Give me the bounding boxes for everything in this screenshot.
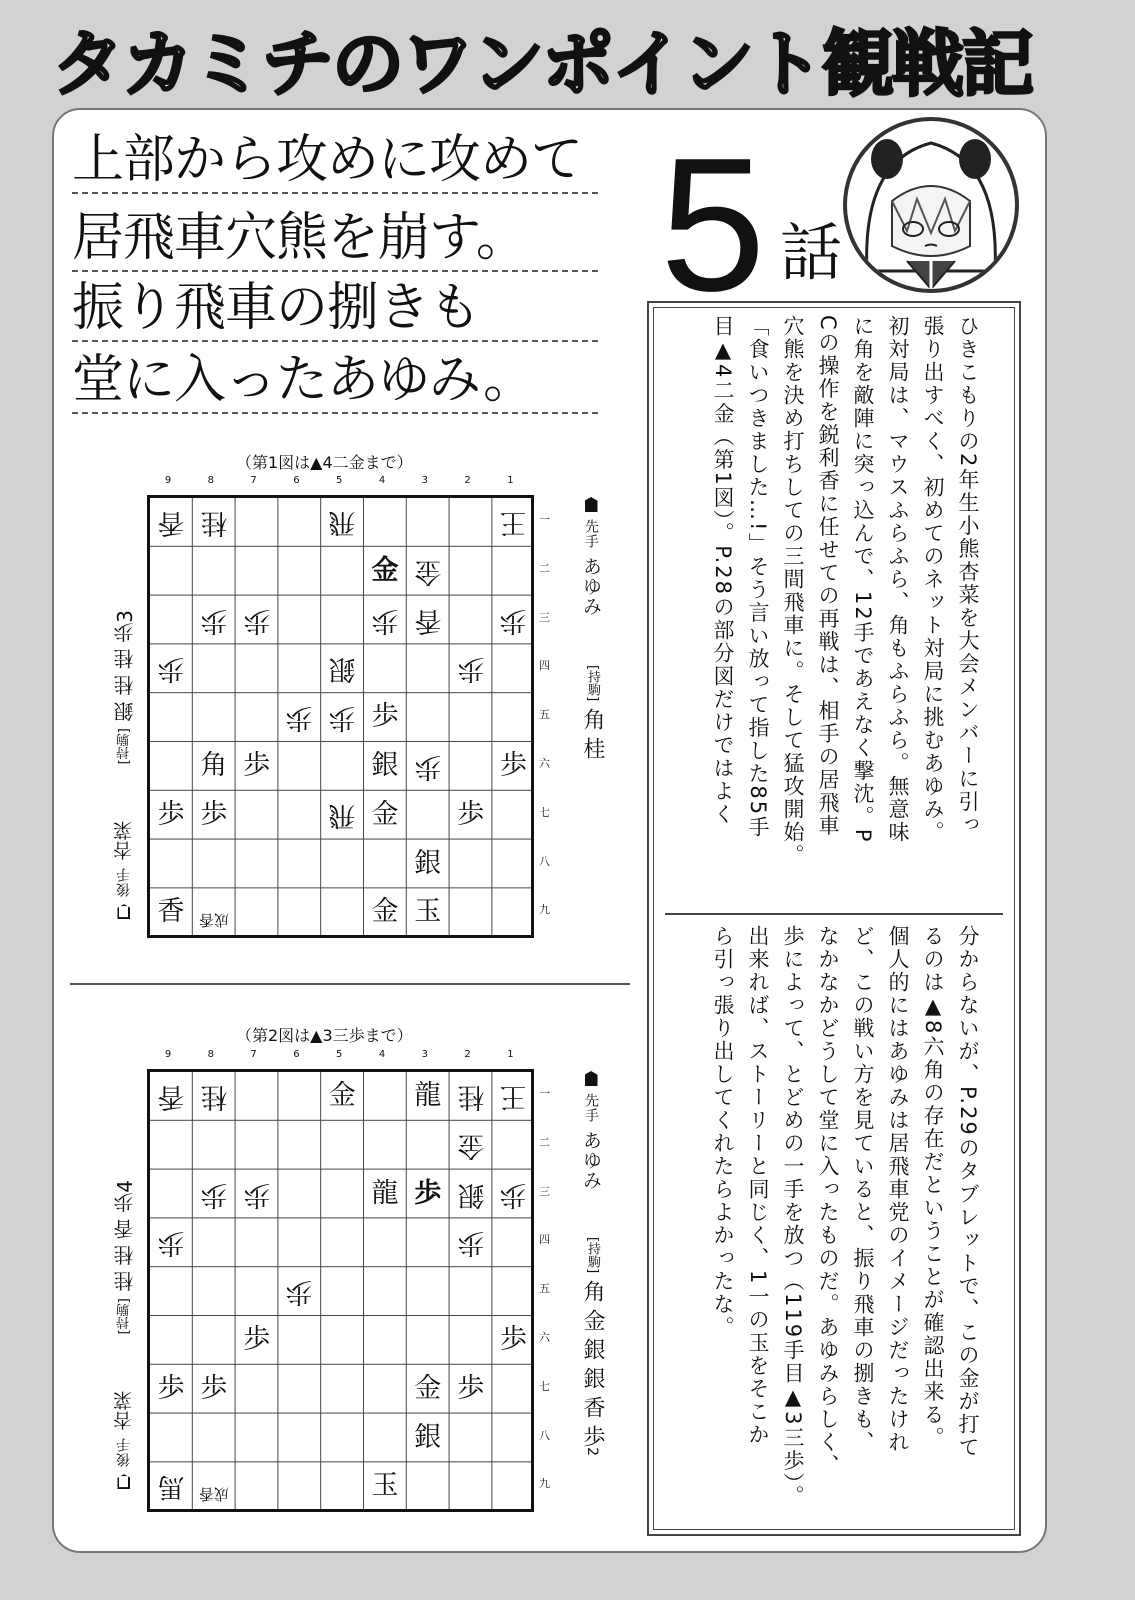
shogi-piece: 成香 bbox=[198, 1485, 229, 1504]
shogi-piece: 香 bbox=[157, 507, 185, 538]
shogi-piece: 王 bbox=[499, 507, 527, 538]
diagram1-gote-hand-pieces: 銀 桂 桂 歩3 bbox=[113, 610, 137, 722]
shogi-piece: 金 bbox=[371, 554, 399, 586]
shogi-piece: 金 bbox=[414, 555, 442, 587]
shogi-piece: 歩 bbox=[157, 1227, 185, 1259]
shogi-piece: 歩 bbox=[157, 1372, 185, 1404]
diagram1-sente-hand-label: [持駒] bbox=[585, 665, 600, 702]
diagram2-board bbox=[147, 1069, 534, 1512]
shogi-piece: 銀 bbox=[414, 847, 442, 879]
headline-line-2: 居飛車穴熊を崩す。 bbox=[72, 206, 598, 272]
shogi-piece: 香 bbox=[157, 896, 185, 928]
diagram1-gote-hand-label: [持駒] bbox=[117, 728, 132, 765]
rank-label: 七 bbox=[539, 805, 550, 819]
shogi-piece: 歩 bbox=[200, 604, 228, 636]
rank-label: 二 bbox=[539, 561, 550, 575]
file-label: 9 bbox=[164, 1049, 172, 1060]
shogi-piece: 飛 bbox=[328, 507, 356, 538]
file-label: 2 bbox=[464, 475, 471, 486]
diagram2-sente-name: あゆみ bbox=[580, 1130, 602, 1191]
rank-label: 五 bbox=[539, 1282, 550, 1296]
shogi-piece: 金 bbox=[457, 1129, 485, 1161]
file-label: 5 bbox=[336, 1049, 343, 1060]
shogi-piece: 歩 bbox=[285, 1276, 313, 1308]
gote-mark-icon bbox=[118, 904, 131, 919]
shogi-piece: 金 bbox=[328, 1080, 356, 1111]
diagram2-gote-name: 杏菜 bbox=[113, 1390, 135, 1430]
shogi-piece: 銀 bbox=[371, 750, 399, 781]
file-label: 9 bbox=[164, 475, 172, 486]
shogi-piece: 歩 bbox=[457, 1227, 485, 1259]
shogi-piece: 玉 bbox=[414, 896, 442, 928]
shogi-piece: 歩 bbox=[328, 702, 356, 734]
rank-label: 七 bbox=[539, 1379, 550, 1393]
shogi-piece: 歩 bbox=[499, 750, 527, 781]
sente-mark-icon bbox=[585, 497, 598, 512]
rank-label: 五 bbox=[539, 708, 550, 722]
file-label: 6 bbox=[293, 1049, 300, 1060]
headline-line-1: 上部から攻めに攻めて bbox=[72, 128, 598, 194]
file-label: 1 bbox=[507, 1049, 514, 1060]
file-label: 4 bbox=[378, 1049, 386, 1060]
file-label: 7 bbox=[250, 1049, 257, 1060]
diagram2-gote-label: 後手 bbox=[116, 1437, 132, 1468]
shogi-piece: 香 bbox=[414, 604, 442, 636]
rank-label: 八 bbox=[539, 854, 550, 868]
diagram1-caption: （第1図は▲4二金まで） bbox=[236, 453, 413, 472]
file-label: 1 bbox=[507, 475, 514, 486]
shogi-piece: 歩 bbox=[243, 750, 271, 781]
diagram2-gote-player bbox=[110, 1390, 137, 1489]
shogi-piece: 歩 bbox=[371, 701, 399, 733]
sente-mark-icon bbox=[585, 1071, 598, 1086]
shogi-piece: 歩 bbox=[414, 751, 442, 782]
shogi-piece: 成香 bbox=[198, 911, 229, 930]
diagram1-sente-player bbox=[578, 497, 605, 616]
shogi-piece: 銀 bbox=[328, 653, 356, 685]
shogi-piece: 歩 bbox=[457, 1372, 485, 1404]
shogi-piece: 龍 bbox=[414, 1080, 442, 1111]
file-label: 3 bbox=[421, 1049, 428, 1060]
shogi-piece: 銀 bbox=[414, 1421, 442, 1453]
file-label: 5 bbox=[336, 475, 343, 486]
hooded-character-portrait-icon bbox=[847, 121, 1015, 289]
shogi-piece: 金 bbox=[371, 798, 399, 830]
diagram-separator bbox=[70, 983, 630, 985]
shogi-piece: 歩 bbox=[499, 1178, 527, 1210]
shogi-piece: 歩 bbox=[499, 604, 527, 636]
diagram1-gote-name: 杏菜 bbox=[113, 820, 135, 860]
headline-line-3: 振り飛車の捌きも bbox=[72, 276, 598, 342]
headline-line-4: 堂に入ったあゆみ。 bbox=[72, 348, 598, 414]
rank-label: 四 bbox=[539, 1233, 550, 1247]
file-label: 2 bbox=[464, 1049, 471, 1060]
file-label: 8 bbox=[207, 1049, 214, 1060]
diagram2-sente-hand-pieces: 角 金 銀 銀 香 歩 bbox=[580, 1280, 605, 1448]
diagram2-sente-label: 先手 bbox=[583, 1093, 599, 1124]
shogi-piece: 歩 bbox=[457, 653, 485, 685]
file-label: 3 bbox=[421, 475, 428, 486]
commentary-column: 「食いつきました…!」そう言い放って指した85手 bbox=[746, 315, 770, 840]
diagram1-sente-name: あゆみ bbox=[580, 556, 602, 617]
diagram1-sente-hand bbox=[577, 665, 608, 759]
shogi-piece: 銀 bbox=[457, 1178, 485, 1210]
shogi-piece: 歩 bbox=[285, 702, 313, 734]
commentary-column: ひきこもりの2年生小熊杏菜を大会メンバーに引っ bbox=[956, 315, 980, 837]
commentary-column: 歩によって、とどめの一手を放つ（119手目▲3三歩）。 bbox=[781, 925, 805, 1508]
diagram1-gote-label: 後手 bbox=[116, 867, 132, 898]
shogi-piece: 飛 bbox=[328, 799, 356, 831]
page-header-title: タカミチのワンポイント観戦記 bbox=[52, 22, 1033, 106]
commentary-column: 張り出すべく、初めてのネット対局に挑むあゆみ。 bbox=[921, 315, 945, 844]
gote-mark-icon bbox=[118, 1474, 131, 1489]
commentary-column: 初対局は、マウスふらふら、角もふらふら。無意味 bbox=[886, 315, 910, 844]
shogi-piece: 歩 bbox=[157, 798, 185, 830]
episode-number: 5 bbox=[660, 119, 766, 331]
rank-label: 八 bbox=[539, 1428, 550, 1442]
shogi-piece: 金 bbox=[414, 1372, 442, 1404]
commentary-column: Cの操作を鋭利香に任せての再戦は、相手の居飛車 bbox=[816, 315, 840, 838]
diagram2-gote-hand-pieces: 桂 桂 香 歩4 bbox=[113, 1180, 137, 1292]
shogi-piece: 歩 bbox=[200, 798, 228, 830]
diagram1-board bbox=[147, 495, 534, 938]
file-label: 7 bbox=[250, 475, 257, 486]
commentary-column: に角を敵陣に突っ込んで、12手であえなく撃沈。P bbox=[851, 315, 875, 844]
diagram2-sente-player bbox=[578, 1071, 605, 1190]
episode-suffix: 話 bbox=[780, 216, 843, 289]
diagram2-sente-hand-label: [持駒] bbox=[585, 1237, 600, 1274]
diagram2-caption: （第2図は▲3三歩まで） bbox=[236, 1026, 413, 1045]
diagram1-gote-player bbox=[110, 820, 137, 919]
rank-label: 六 bbox=[539, 1331, 550, 1344]
shogi-piece: 桂 bbox=[200, 1081, 228, 1112]
shogi-piece: 歩 bbox=[157, 653, 185, 685]
diagram1-sente-label: 先手 bbox=[583, 519, 599, 550]
rank-label: 四 bbox=[539, 659, 550, 673]
diagram1-sente-hand-pieces: 角 桂 bbox=[580, 708, 605, 760]
rank-label: 九 bbox=[539, 903, 550, 917]
shogi-piece: 歩 bbox=[371, 604, 399, 636]
commentary-column: なかなかどうして堂に入ったものだ。あゆみらしく、 bbox=[816, 925, 840, 1477]
shogi-piece: 桂 bbox=[457, 1081, 485, 1112]
shogi-piece: 歩 bbox=[200, 1372, 228, 1404]
shogi-piece: 王 bbox=[499, 1081, 527, 1112]
shogi-piece: 歩 bbox=[243, 1324, 271, 1355]
diagram2-gote-hand bbox=[110, 1180, 139, 1334]
shogi-piece: 歩 bbox=[414, 1177, 442, 1209]
shogi-piece: 香 bbox=[157, 1081, 185, 1112]
shogi-piece: 金 bbox=[371, 896, 399, 928]
file-label: 6 bbox=[293, 475, 300, 486]
shogi-piece: 歩 bbox=[200, 1178, 228, 1210]
rank-label: 二 bbox=[539, 1135, 550, 1149]
commentary-divider bbox=[665, 913, 1003, 915]
rank-label: 一 bbox=[539, 1087, 550, 1100]
shogi-piece: 桂 bbox=[200, 507, 228, 538]
commentary-column: 個人的にはあゆみは居飛車党のイメージだったけれ bbox=[886, 925, 910, 1454]
rank-label: 六 bbox=[539, 757, 550, 770]
diagram1-gote-hand bbox=[110, 610, 139, 764]
rank-label: 九 bbox=[539, 1477, 550, 1491]
file-label: 8 bbox=[207, 475, 214, 486]
shogi-piece: 角 bbox=[200, 750, 228, 781]
shogi-piece: 歩 bbox=[457, 798, 485, 830]
rank-label: 三 bbox=[539, 610, 550, 624]
shogi-piece: 玉 bbox=[371, 1470, 399, 1502]
shogi-piece: 歩 bbox=[243, 604, 271, 636]
commentary-column: 目▲4二金（第1図）。P.28の部分図だけではよく bbox=[711, 315, 735, 827]
diagram2-gote-hand-label: [持駒] bbox=[117, 1298, 132, 1335]
commentary-column: 穴熊を決め打ちしての三間飛車に。そして猛攻開始。 bbox=[781, 315, 805, 867]
shogi-piece: 馬 bbox=[157, 1471, 185, 1503]
commentary-column: ど、この戦い方を見ていると、振り飛車の捌きも、 bbox=[851, 925, 875, 1454]
diagram2-sente-hand-count: 2 bbox=[584, 1447, 600, 1457]
file-label: 4 bbox=[378, 475, 386, 486]
commentary-column: るのは▲8六角の存在だということが確認出来る。 bbox=[921, 925, 945, 1450]
rank-label: 一 bbox=[539, 513, 550, 526]
shogi-piece: 龍 bbox=[371, 1177, 399, 1209]
commentary-column: 出来れば、ストーリーと同じく、1一の玉をそこか bbox=[746, 925, 770, 1447]
rank-label: 三 bbox=[539, 1184, 550, 1198]
diagram2-sente-hand bbox=[577, 1237, 608, 1456]
commentary-column: 分からないが、P.29のタブレットで、この金が打て bbox=[956, 925, 980, 1459]
commentary-column: ら引っ張り出してくれたらよかったな。 bbox=[711, 925, 735, 1339]
shogi-piece: 歩 bbox=[499, 1324, 527, 1355]
avatar bbox=[843, 117, 1019, 293]
shogi-piece: 歩 bbox=[243, 1178, 271, 1210]
